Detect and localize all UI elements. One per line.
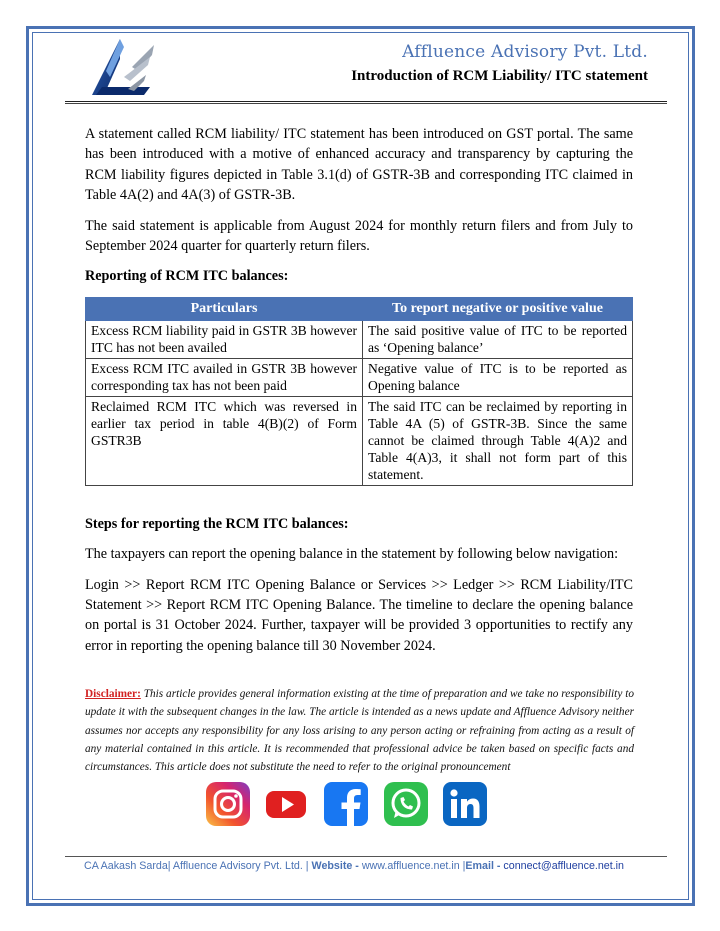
- footer-website-label: Website -: [311, 860, 359, 872]
- reporting-heading: Reporting of RCM ITC balances:: [85, 268, 289, 285]
- footer-author: CA Aakash Sarda| Affluence Advisory Pvt. Ltd. |: [84, 860, 312, 872]
- disclaimer-label: Disclaimer:: [85, 688, 141, 700]
- youtube-icon[interactable]: [264, 782, 308, 826]
- table-cell: The said positive value of ITC to be reported as ‘Opening balance’: [363, 320, 633, 358]
- affluence-logo-icon: [84, 37, 156, 99]
- disclaimer: [85, 685, 634, 776]
- page-title: Introduction of RCM Liability/ ITC statement: [351, 68, 648, 84]
- footer-website-link[interactable]: www.affluence.net.in |: [358, 860, 466, 872]
- table-cell: The said ITC can be reclaimed by reporting in Table 4A (5) of GSTR-3B. Since the same cannot be claimed through Table 4(A)2 and Table 4(A)3, it shall not form part of this statement.: [363, 396, 633, 485]
- steps-heading: Steps for reporting the RCM ITC balances:: [85, 515, 349, 532]
- facebook-icon[interactable]: [324, 782, 368, 826]
- company-name: Affluence Advisory Pvt. Ltd.: [402, 42, 648, 62]
- applicability-paragraph: The said statement is applicable from August 2024 for monthly return filers and from July to September 2024 quarter for quarterly return filers.: [85, 217, 633, 255]
- steps-intro-paragraph: The taxpayers can report the opening balance in the statement by following below navigation:: [85, 546, 619, 563]
- rcm-itc-table: [85, 297, 633, 486]
- disclaimer-text: This article provides general information existing at the time of preparation and we take no responsibility to update it with the subsequent changes in the law. The article is intended as a news update and Affluence Advisory neither assumes nor accepts any responsibility for any loss arising to any person acting or refraining from acting as a result of any material contained in this article. It is recommended that professional advice be taken based on specific facts and circumstances. This article does not substitute the need to refer to the original pronouncement: [85, 688, 634, 774]
- table-header-row: [86, 297, 633, 320]
- table-cell: Reclaimed RCM ITC which was reversed in earlier tax period in table 4(B)(2) of Form GSTR3B: [86, 396, 363, 485]
- instagram-icon[interactable]: [206, 782, 250, 826]
- table-header-value: To report negative or positive value: [363, 297, 633, 320]
- header-divider: [65, 101, 667, 102]
- navigation-paragraph: Login >> Report RCM ITC Opening Balance or Services >> Ledger >> RCM Liability/ITC Statement >> Report RCM ITC Opening Balance. The timeline to declare the opening balance on portal is 31 October 2024. Further, taxpayer will be provided 3 opportunities to rectify any error in reporting the opening balance till 30 November 2024.: [85, 576, 633, 654]
- linkedin-icon[interactable]: [443, 782, 487, 826]
- footer-email-link[interactable]: connect@affluence.net.in: [500, 860, 625, 872]
- footer: [84, 860, 624, 872]
- table-cell: Negative value of ITC is to be reported as Opening balance: [363, 358, 633, 396]
- table-cell: Excess RCM liability paid in GSTR 3B however ITC has not been availed: [86, 320, 363, 358]
- table-header-particulars: Particulars: [86, 297, 363, 320]
- footer-divider: [65, 856, 667, 857]
- intro-paragraph: A statement called RCM liability/ ITC statement has been introduced on GST portal. The same has been introduced with a motive of enhanced accuracy and transparency by capturing the RCM liability figures depicted in Table 3.1(d) of GSTR-3B and corresponding ITC claimed in Table 4A(2) and 4A(3) of GSTR-3B.: [85, 126, 633, 204]
- header-divider-2: [65, 103, 667, 104]
- table-row: [86, 396, 633, 485]
- whatsapp-icon[interactable]: [384, 782, 428, 826]
- table-cell: Excess RCM ITC availed in GSTR 3B however corresponding tax has not been paid: [86, 358, 363, 396]
- table-row: [86, 358, 633, 396]
- footer-email-label: Email -: [465, 860, 501, 872]
- article-body: [85, 124, 633, 666]
- table-row: [86, 320, 633, 358]
